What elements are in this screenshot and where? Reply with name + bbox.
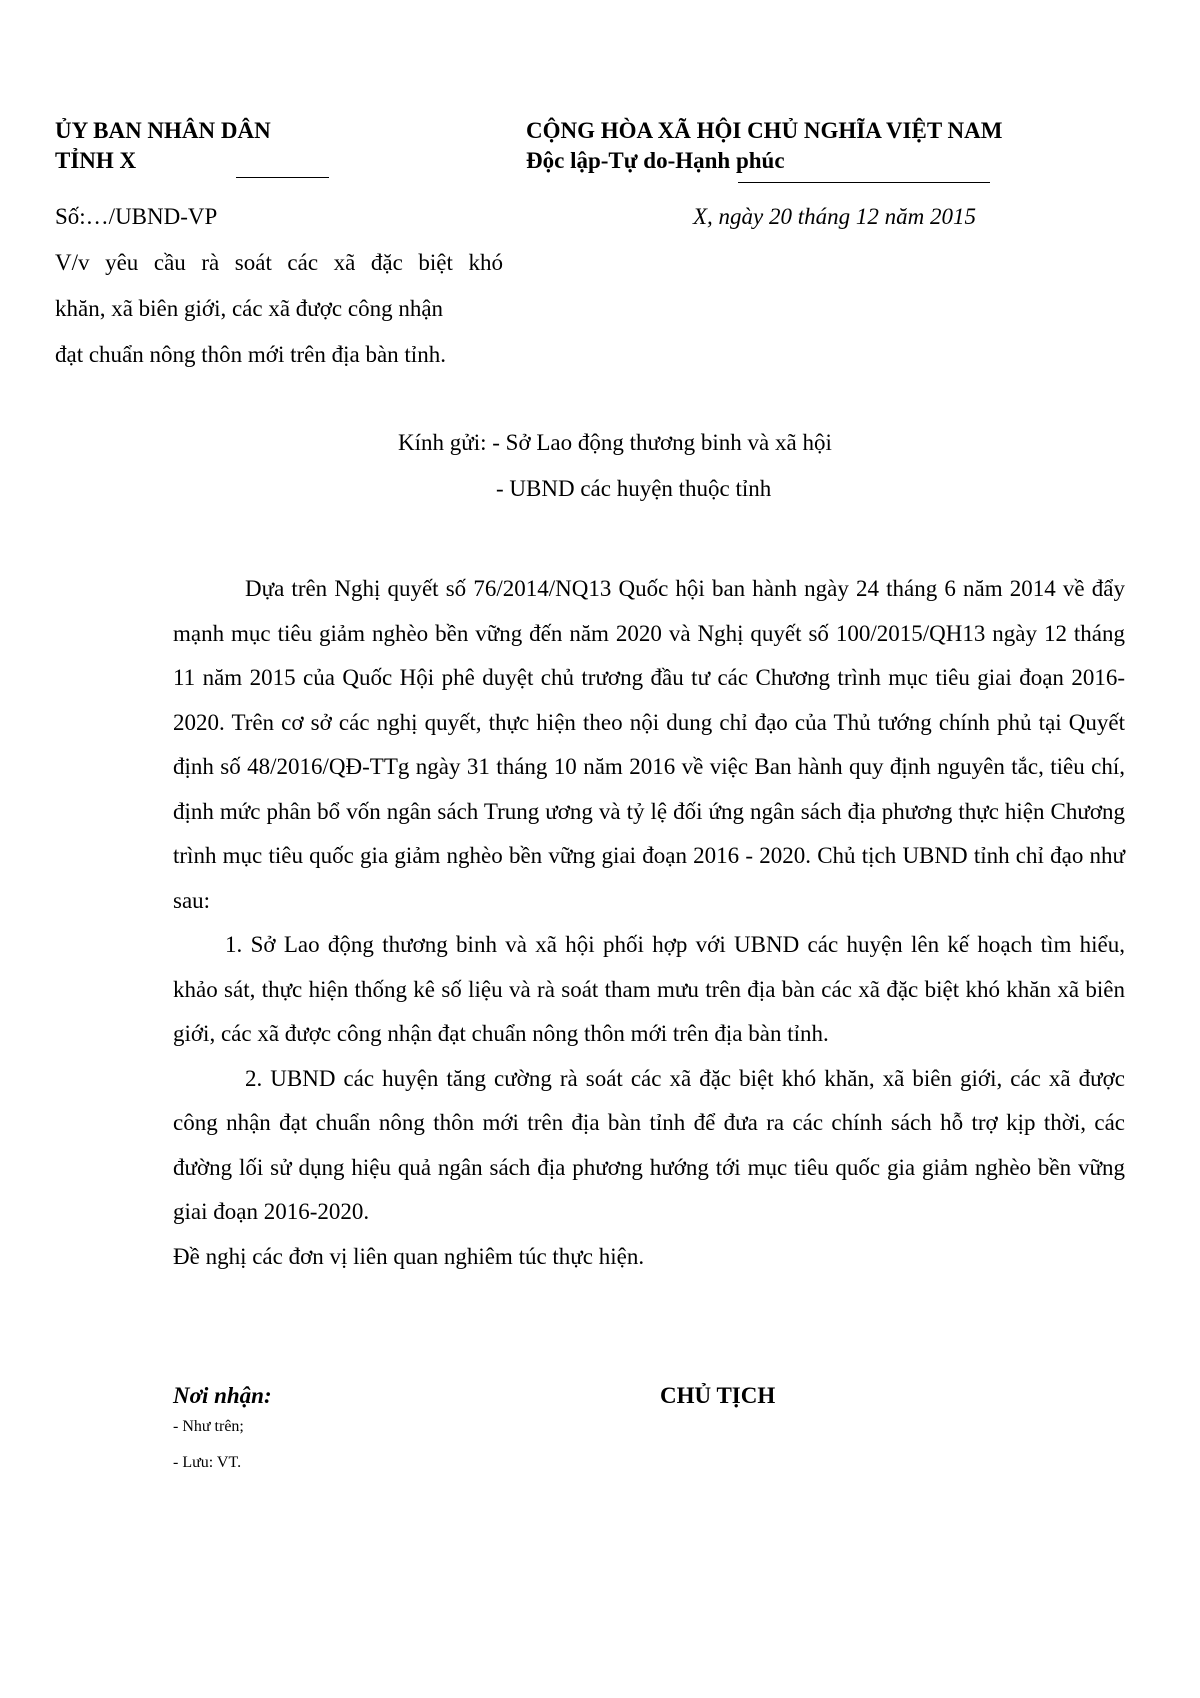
- national-motto: Độc lập-Tự do-Hạnh phúc: [526, 148, 785, 173]
- document-body: [173, 567, 1125, 1279]
- body-item-2: 2. UBND các huyện tăng cường rà soát các xã đặc biệt khó khăn, xã biên giới, các xã được công nhận đạt chuẩn nông thôn mới trên địa bàn tỉnh để đưa ra các chính sách hỗ trợ kịp thời, các đường lối sử dụng hiệu quả ngân sách địa phương hướng tới mục tiêu quốc gia giảm nghèo bền vững giai đoạn 2016-2020.: [173, 1065, 1125, 1224]
- body-item-1: 1. Sở Lao động thương binh và xã hội phối hợp với UBND các huyện lên kế hoạch tìm hiểu, khảo sát, thực hiện thống kê số liệu và rà soát tham mưu trên địa bàn các xã đặc biệt khó khăn xã biên giới, các xã được công nhận đạt chuẩn nông thôn mới trên địa bàn tỉnh.: [173, 932, 1125, 1046]
- motto-underline: [738, 182, 990, 183]
- agency-name-line2: TỈNH X: [55, 148, 137, 173]
- document-number: Số:…/UBND-VP: [55, 204, 218, 229]
- place-date: X, ngày 20 tháng 12 năm 2015: [693, 204, 977, 229]
- recipients-line-2: - UBND các huyện thuộc tỉnh: [496, 476, 772, 501]
- noi-nhan-label: Nơi nhận:: [173, 1383, 272, 1408]
- body-paragraph-1: Dựa trên Nghị quyết số 76/2014/NQ13 Quốc hội ban hành ngày 24 tháng 6 năm 2014 về đẩy mạnh mục tiêu giảm nghèo bền vững đến năm 2020 và Nghị quyết số 100/2015/QH13 ngày 12 tháng 11 năm 2015 của Quốc Hội phê duyệt chủ trương đầu tư các Chương trình mục tiêu giai đoạn 2016-2020. Trên cơ sở các nghị quyết, thực hiện theo nội dung chỉ đạo của Thủ tướng chính phủ tại Quyết định số 48/2016/QĐ-TTg ngày 31 tháng 10 năm 2016 về việc Ban hành quy định nguyên tắc, tiêu chí, định mức phân bổ vốn ngân sách Trung ương và tỷ lệ đối ứng ngân sách địa phương thực hiện Chương trình mục tiêu quốc gia giảm nghèo bền vững giai đoạn 2016 - 2020. Chủ tịch UBND tỉnh chỉ đạo như sau:: [173, 576, 1125, 913]
- agency-underline: [236, 177, 329, 178]
- subject-line-1: V/v yêu cầu rà soát các xã đặc biệt khó: [55, 250, 503, 275]
- national-title: CỘNG HÒA XÃ HỘI CHỦ NGHĨA VIỆT NAM: [526, 118, 1003, 143]
- subject-line-2: khăn, xã biên giới, các xã được công nhận: [55, 296, 444, 321]
- agency-name-line1: ỦY BAN NHÂN DÂN: [55, 118, 271, 143]
- subject-line-3: đạt chuẩn nông thôn mới trên địa bàn tỉnh.: [55, 342, 446, 367]
- noi-nhan-item-1: - Như trên;: [173, 1418, 244, 1435]
- signer-title: CHỦ TỊCH: [660, 1383, 776, 1408]
- noi-nhan-item-2: - Lưu: VT.: [173, 1454, 242, 1471]
- body-closing: Đề nghị các đơn vị liên quan nghiêm túc thực hiện.: [173, 1243, 645, 1269]
- recipients-line-1: Kính gửi: - Sở Lao động thương binh và xã hội: [398, 430, 832, 455]
